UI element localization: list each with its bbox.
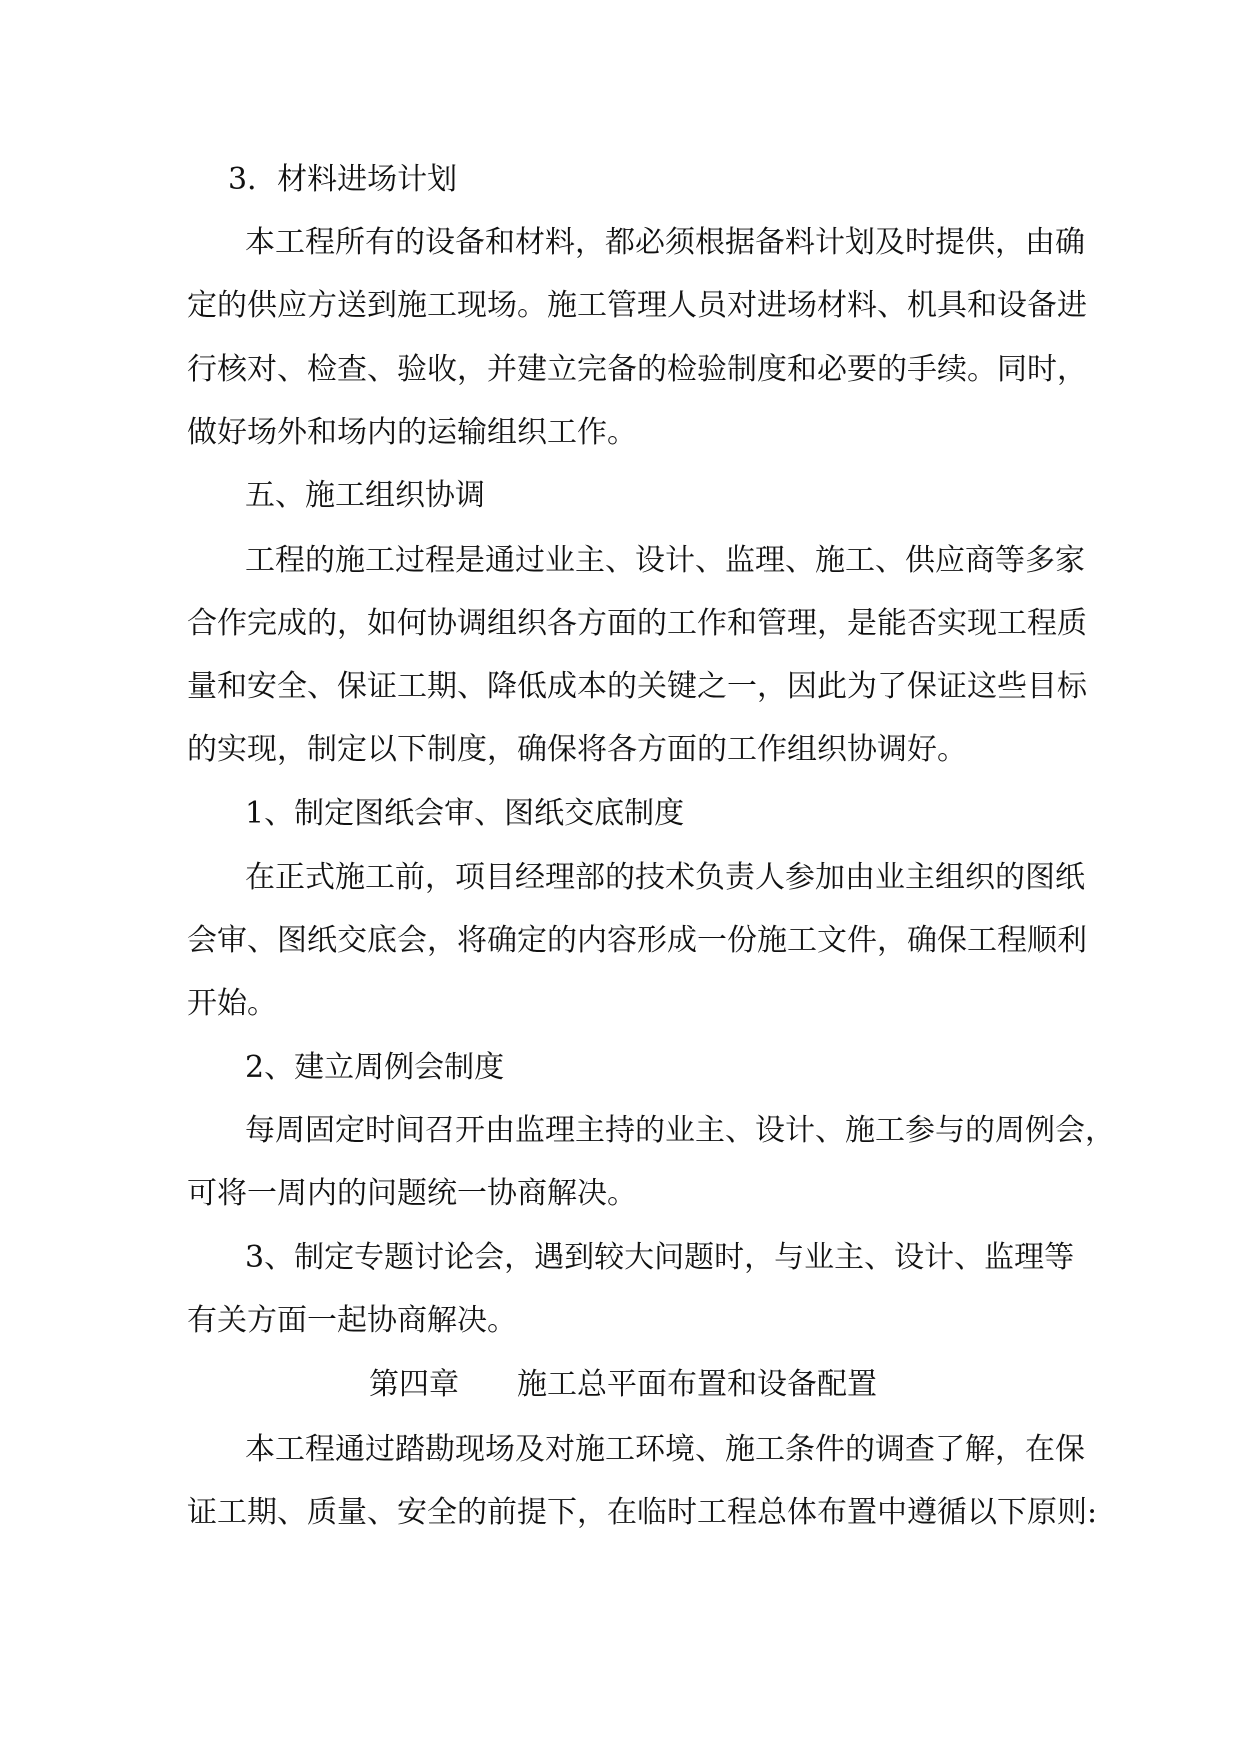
paragraph-line: 有关方面一起协商解决。 <box>187 1303 517 1338</box>
paragraph-line: 在正式施工前，项目经理部的技术负责人参加由业主组织的图纸 <box>245 860 1085 895</box>
paragraph-line: 合作完成的，如何协调组织各方面的工作和管理，是能否实现工程质 <box>187 606 1087 641</box>
subsection-heading-drawing-review: 1、制定图纸会审、图纸交底制度 <box>245 796 685 831</box>
paragraph-line: 每周固定时间召开由监理主持的业主、设计、施工参与的周例会， <box>245 1113 1115 1148</box>
paragraph-line: 本工程所有的设备和材料，都必须根据备料计划及时提供，由确 <box>245 225 1085 260</box>
chapter-label: 第四章 <box>369 1367 459 1402</box>
paragraph-line: 本工程通过踏勘现场及对施工环境、施工条件的调查了解，在保 <box>245 1432 1085 1467</box>
subsection-heading-weekly-meeting: 2、建立周例会制度 <box>245 1050 505 1085</box>
paragraph-line: 做好场外和场内的运输组织工作。 <box>187 415 637 450</box>
paragraph-line: 的实现，制定以下制度，确保将各方面的工作组织协调好。 <box>187 732 967 767</box>
paragraph-line: 定的供应方送到施工现场。施工管理人员对进场材料、机具和设备进 <box>187 288 1087 323</box>
section-heading-materials-plan: 3．材料进场计划 <box>228 162 458 197</box>
paragraph-line: 可将一周内的问题统一协商解决。 <box>187 1176 637 1211</box>
paragraph-line: 行核对、检查、验收，并建立完备的检验制度和必要的手续。同时， <box>187 352 1087 387</box>
paragraph-line: 3、制定专题讨论会，遇到较大问题时，与业主、设计、监理等 <box>245 1240 1075 1275</box>
paragraph-line: 会审、图纸交底会，将确定的内容形成一份施工文件，确保工程顺利 <box>187 923 1087 958</box>
paragraph-line: 开始。 <box>187 986 277 1021</box>
paragraph-line: 证工期、质量、安全的前提下，在临时工程总体布置中遵循以下原则: <box>187 1495 1098 1530</box>
paragraph-line: 工程的施工过程是通过业主、设计、监理、施工、供应商等多家 <box>245 543 1085 578</box>
paragraph-line: 量和安全、保证工期、降低成本的关键之一，因此为了保证这些目标 <box>187 669 1087 704</box>
section-heading-coordination: 五、施工组织协调 <box>245 478 485 513</box>
chapter-title: 施工总平面布置和设备配置 <box>517 1367 877 1402</box>
